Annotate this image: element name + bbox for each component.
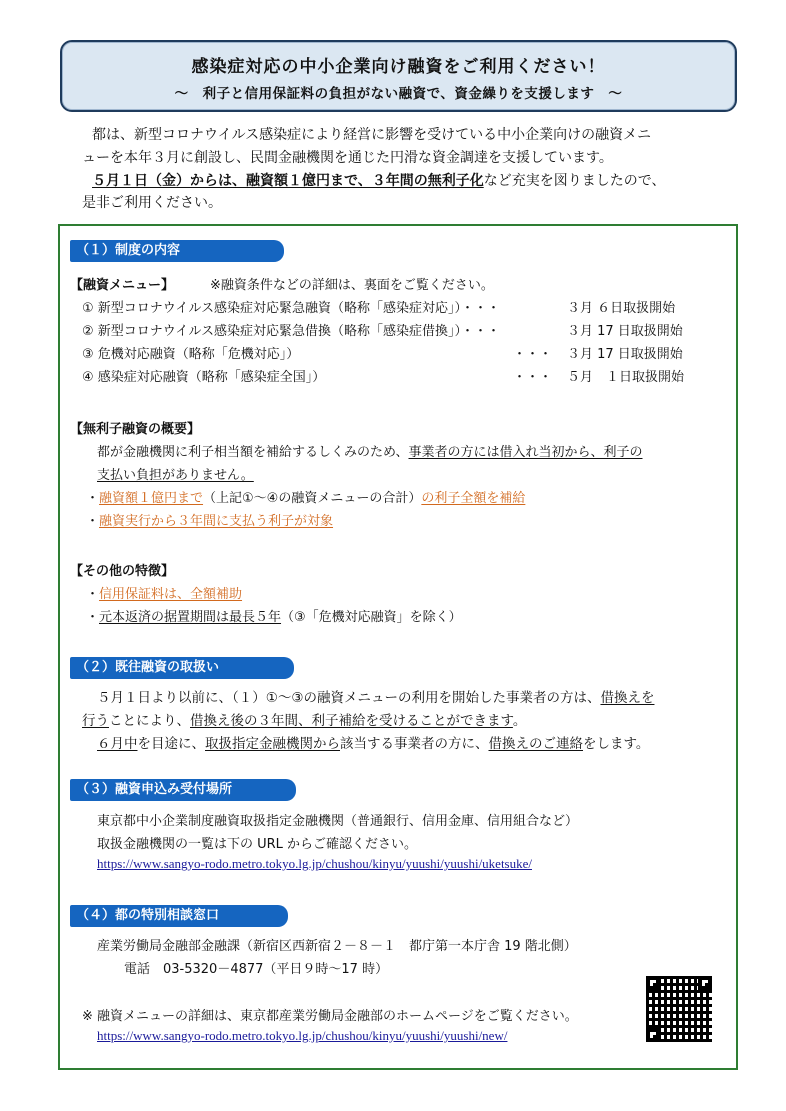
menu-item [82,297,500,316]
text: をします。 [583,736,650,752]
intro-highlight: ５月１日（金）からは、融資額１億円まで、３年間の無利子化 [92,173,484,189]
menu-item-name: 新型コロナウイルス感染症対応緊急融資（略称「感染症対応」）・・・ [97,301,501,316]
qr-finder-pattern [646,976,660,990]
text: （③「危機対応融資」を除く） [281,610,462,625]
menu-item-name: 新型コロナウイルス感染症対応緊急借換（略称「感染症借換」）・・・ [97,324,501,339]
highlight-text: の利子全額を補給 [421,491,526,506]
menu-item [82,366,325,385]
highlight-text: 融資実行から３年間に支払う利子が対象 [99,514,334,529]
menu-item-number: ① [82,301,94,316]
text: 。 [512,713,527,729]
underlined-text: 取扱指定金融機関から [205,736,340,752]
menu-item-date: ３月 17 日取扱開始 [567,347,683,362]
other-bullet-1 [86,583,242,602]
consultation-office: 産業労働局金融部金融課（新宿区西新宿２－８－１ 都庁第一本庁舎 19 階北側） [97,939,577,954]
menu-heading: 【融資メニュー】 [70,278,175,293]
bullet: ・ [86,491,100,506]
menu-item-dots: ・・・ [513,370,553,385]
text: ５月１日より以前に、（１）①～③の融資メニューの利用を開始した事業者の方は、 [97,690,601,706]
bullet: ・ [86,514,100,529]
bullet: ・ [86,587,100,602]
menu-item [82,343,299,362]
section-2-line-1 [97,686,654,706]
free-interest-bullet-1 [86,487,525,506]
text: 都が金融機関に利子相当額を補給するしくみのため、 [97,445,409,460]
page-subtitle: ～ 利子と信用保証料の負担がない融資で、資金繰りを支援します ～ [174,86,623,102]
text: （上記①～④の融資メニューの合計） [203,491,422,506]
section-2-line-3 [97,732,649,752]
application-places-link[interactable]: https://www.sangyo-rodo.metro.tokyo.lg.jp/chushou/kinyu/yuushi/yuushi/uketsuke/ [97,856,532,871]
other-features-heading: 【その他の特徴】 [70,564,175,579]
menu-note: ※融資条件などの詳細は、裏面をご覧ください。 [210,278,494,293]
menu-item-date: ５月 １日取扱開始 [567,370,685,385]
underlined-text: ６月中 [97,736,138,752]
free-interest-heading: 【無利子融資の概要】 [70,422,201,437]
text: ことにより、 [109,713,190,729]
section-1-tag: （１）制度の内容 [70,240,284,262]
free-interest-line-1 [97,441,643,460]
menu-details-link[interactable]: https://www.sangyo-rodo.metro.tokyo.lg.jp/chushou/kinyu/yuushi/yuushi/new/ [97,1028,508,1043]
text: を目途に、 [137,736,205,752]
qr-code-icon[interactable] [646,976,712,1042]
footer-note: ※ 融資メニューの詳細は、東京都産業労働局金融部のホームページをご覧ください。 [82,1009,578,1024]
highlight-text: 信用保証料は、全額補助 [99,587,243,602]
underlined-text: 借換えのご連絡 [488,736,583,752]
qr-finder-pattern [646,1028,660,1042]
menu-item-name: 危機対応融資（略称「危機対応」） [97,347,300,362]
section-3-line-2: 取扱金融機関の一覧は下の URL からご確認ください。 [97,837,418,852]
underlined-text: 借換えを [600,690,655,706]
free-interest-line-2: 支払い負担がありません。 [97,468,254,483]
section-2-line-2 [82,709,526,729]
underlined-text: 借換え後の３年間、利子補給を受けることができます [190,713,513,729]
menu-item-number: ③ [82,347,94,362]
intro-line-3 [92,170,665,190]
menu-item-date: ３月 ６日取扱開始 [567,301,676,316]
bullet: ・ [86,610,100,625]
menu-item-dots: ・・・ [513,347,553,362]
header-banner [60,40,737,112]
underlined-text: 行う [82,713,109,729]
underlined-text: 事業者の方には借入れ当初から、利子の [408,445,643,460]
other-bullet-2 [86,606,462,625]
intro-line-2: ューを本年３月に創設し、民間金融機関を通じた円滑な資金調達を支援しています。 [82,150,613,166]
qr-finder-pattern [698,976,712,990]
consultation-phone: 電話 03-5320－4877（平日９時～17 時） [124,962,389,977]
menu-item [82,320,500,339]
section-2-tag: （２）既往融資の取扱い [70,657,294,679]
menu-item-number: ② [82,324,94,339]
text: 該当する事業者の方に、 [340,736,489,752]
intro-line-4: 是非ご利用ください。 [82,195,222,211]
free-interest-bullet-2 [86,510,333,529]
section-3-tag: （３）融資申込み受付場所 [70,779,296,801]
menu-item-name: 感染症対応融資（略称「感染症全国」） [97,370,326,385]
intro-line-3-rest: など充実を図りましたので、 [483,173,666,189]
menu-item-date: ３月 17 日取扱開始 [567,324,683,339]
menu-item-number: ④ [82,370,94,385]
page-title: 感染症対応の中小企業向け融資をご利用ください！ [191,57,606,77]
underlined-text: 元本返済の据置期間は最長５年 [99,610,282,625]
section-4-tag: （４）都の特別相談窓口 [70,905,288,927]
highlight-text: 融資額１億円まで [99,491,204,506]
intro-line-1: 都は、新型コロナウイルス感染症により経営に影響を受けている中小企業向けの融資メニ [92,127,652,143]
section-3-line-1: 東京都中小企業制度融資取扱指定金融機関（普通銀行、信用金庫、信用組合など） [97,814,579,829]
